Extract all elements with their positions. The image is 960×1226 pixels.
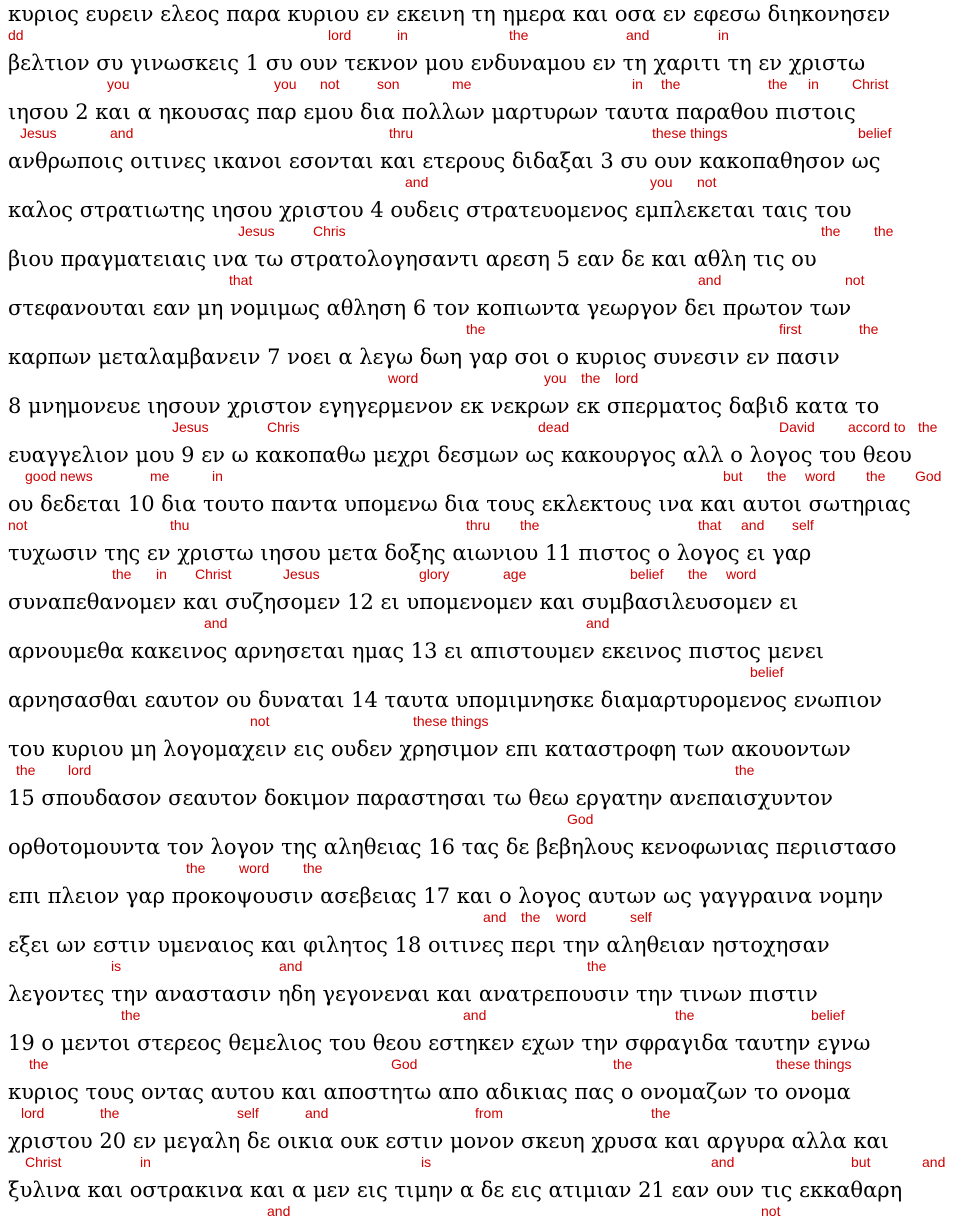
gloss-belief: belief — [630, 566, 664, 582]
gloss-not: not — [250, 713, 270, 729]
gloss-word: word — [805, 468, 836, 484]
gloss-david: David — [779, 419, 815, 435]
text-line-21 — [0, 981, 960, 1030]
greek-text: κυριος ευρειν ελεος παρα κυριου εν εκεινη τη ημερα και οσα εν εφεσω διηκονησεν — [8, 2, 891, 26]
gloss-and: and — [626, 27, 650, 43]
gloss-god: God — [567, 811, 594, 827]
gloss-the: the — [735, 762, 755, 778]
gloss-the: the — [874, 223, 894, 239]
greek-text: ανθρωποις οιτινες ικανοι εσονται και ετερους διδαξαι 3 συ ουν κακοπαθησον ως — [8, 149, 881, 173]
gloss-not: not — [761, 1203, 781, 1219]
text-line-8 — [0, 344, 960, 393]
greek-text: 8 μνημονευε ιησουν χριστον εγηγερμενον εκ νεκρων εκ σπερματος δαβιδ κατα το — [8, 394, 880, 418]
greek-text: ξυλινα και οστρακινα και α μεν εις τιμην α δε εις ατιμιαν 21 εαν ουν τις εκκαθαρη — [8, 1178, 903, 1202]
gloss-chris: Chris — [267, 419, 300, 435]
gloss-self: self — [792, 517, 814, 533]
gloss-the: the — [688, 566, 708, 582]
gloss-you: you — [544, 370, 567, 386]
text-line-11 — [0, 491, 960, 540]
gloss-the: the — [661, 76, 681, 92]
greek-text: λεγοντες την αναστασιν ηδη γεγονεναι και ανατρεπουσιν την τινων πιστιν — [8, 982, 818, 1006]
greek-text: καρπων μεταλαμβανειν 7 νοει α λεγω δωη γαρ σοι ο κυριος συνεσιν εν πασιν — [8, 345, 840, 369]
gloss-the: the — [767, 468, 787, 484]
gloss-in: in — [397, 27, 408, 43]
gloss-in: in — [212, 468, 223, 484]
gloss-but: but — [723, 468, 743, 484]
gloss-not: not — [697, 174, 717, 190]
text-line-4 — [0, 148, 960, 197]
gloss-christ: Christ — [25, 1154, 62, 1170]
gloss-is: is — [111, 958, 122, 974]
text-line-16 — [0, 736, 960, 785]
greek-text: ορθοτομουντα τον λογον της αληθειας 16 τας δε βεβηλους κενοφωνιας περιιστασο — [8, 835, 897, 859]
gloss-in: in — [140, 1154, 151, 1170]
gloss-the: the — [866, 468, 886, 484]
text-line-25 — [0, 1177, 960, 1226]
greek-text: τυχωσιν της εν χριστω ιησου μετα δοξης αιωνιου 11 πιστος ο λογος ει γαρ — [8, 541, 812, 565]
greek-text: βιου πραγματειαις ινα τω στρατολογησαντι αρεση 5 εαν δε και αθλη τις ου — [8, 247, 817, 271]
gloss-jesus: Jesus — [283, 566, 320, 582]
gloss-in: in — [156, 566, 167, 582]
gloss-lord: lord — [615, 370, 639, 386]
greek-text: βελτιον συ γινωσκεις 1 συ ουν τεκνον μου ενδυναμου εν τη χαριτι τη εν χριστω — [8, 51, 866, 75]
gloss-in: in — [718, 27, 729, 43]
gloss-christ: Christ — [195, 566, 232, 582]
gloss-chris: Chris — [313, 223, 346, 239]
gloss-me: me — [452, 76, 472, 92]
gloss-and: and — [698, 272, 722, 288]
text-line-20 — [0, 932, 960, 981]
gloss-the: the — [16, 762, 36, 778]
greek-text: χριστου 20 εν μεγαλη δε οικια ουκ εστιν μονον σκευη χρυσα και αργυρα αλλα και — [8, 1129, 889, 1153]
gloss-not: not — [845, 272, 865, 288]
gloss-from: from — [475, 1105, 503, 1121]
gloss-the: the — [587, 958, 607, 974]
gloss-lord: lord — [328, 27, 352, 43]
gloss-glory: glory — [419, 566, 450, 582]
gloss-and: and — [305, 1105, 329, 1121]
greek-text: ου δεδεται 10 δια τουτο παντα υπομενω δια τους εκλεκτους ινα και αυτοι σωτηριας — [8, 492, 911, 516]
gloss-the: the — [509, 27, 529, 43]
gloss-the: the — [821, 223, 841, 239]
gloss-self: self — [237, 1105, 259, 1121]
gloss-accord-to: accord to — [848, 419, 906, 435]
gloss-not: not — [8, 517, 28, 533]
gloss-age: age — [503, 566, 527, 582]
gloss-you: you — [107, 76, 130, 92]
text-line-19 — [0, 883, 960, 932]
gloss-and: and — [279, 958, 303, 974]
text-line-17 — [0, 785, 960, 834]
gloss-the: the — [613, 1056, 633, 1072]
gloss-and: and — [405, 174, 429, 190]
greek-text: ευαγγελιον μου 9 εν ω κακοπαθω μεχρι δεσμων ως κακουργος αλλ ο λογος του θεου — [8, 443, 912, 467]
greek-text: ιησου 2 και α ηκουσας παρ εμου δια πολλων μαρτυρων ταυτα παραθου πιστοις — [8, 100, 856, 124]
greek-text: 19 ο μεντοι στερεος θεμελιος του θεου εστηκεν εχων την σφραγιδα ταυτην εγνω — [8, 1031, 871, 1055]
gloss-you: you — [274, 76, 297, 92]
gloss-dead: dead — [538, 419, 570, 435]
text-line-9 — [0, 393, 960, 442]
gloss-belief: belief — [811, 1007, 845, 1023]
gloss-god: God — [391, 1056, 418, 1072]
greek-text: στεφανουται εαν μη νομιμως αθληση 6 τον κοπιωντα γεωργον δει πρωτον των — [8, 296, 852, 320]
gloss-and: and — [204, 615, 228, 631]
text-line-14 — [0, 638, 960, 687]
text-line-15 — [0, 687, 960, 736]
text-line-6 — [0, 246, 960, 295]
gloss-god: God — [915, 468, 942, 484]
gloss-lord: lord — [68, 762, 92, 778]
gloss-word: word — [239, 860, 270, 876]
text-line-13 — [0, 589, 960, 638]
gloss-the: the — [768, 76, 788, 92]
gloss-the: the — [29, 1056, 49, 1072]
gloss-not: not — [320, 76, 340, 92]
gloss-in: in — [632, 76, 643, 92]
gloss-thru: thru — [389, 125, 414, 141]
gloss-the: the — [859, 321, 879, 337]
gloss-and: and — [741, 517, 765, 533]
gloss-and: and — [110, 125, 134, 141]
gloss-and: and — [463, 1007, 487, 1023]
gloss-the: the — [651, 1105, 671, 1121]
gloss-the: the — [186, 860, 206, 876]
text-line-2 — [0, 50, 960, 99]
gloss-thru: thru — [466, 517, 491, 533]
greek-text: κυριος τους οντας αυτου και αποστητω απο αδικιας πας ο ονομαζων το ονομα — [8, 1080, 851, 1104]
gloss-in: in — [808, 76, 819, 92]
gloss-and: and — [586, 615, 610, 631]
gloss-and: and — [483, 909, 507, 925]
greek-text: επι πλειον γαρ προκοψουσιν ασεβειας 17 και ο λογος αυτων ως γαγγραινα νομην — [8, 884, 884, 908]
gloss-the: the — [100, 1105, 120, 1121]
gloss-but: but — [851, 1154, 871, 1170]
gloss-and: and — [711, 1154, 735, 1170]
gloss-the: the — [581, 370, 601, 386]
text-line-18 — [0, 834, 960, 883]
gloss-belief: belief — [750, 664, 784, 680]
gloss-jesus: Jesus — [20, 125, 57, 141]
gloss-good-news: good news — [25, 468, 93, 484]
gloss-belief: belief — [858, 125, 892, 141]
gloss-the: the — [918, 419, 938, 435]
greek-text: καλος στρατιωτης ιησου χριστου 4 ουδεις στρατευομενος εμπλεκεται ταις του — [8, 198, 852, 222]
gloss-jesus: Jesus — [238, 223, 275, 239]
gloss-lord: lord — [21, 1105, 45, 1121]
greek-text: εξει ων εστιν υμεναιος και φιλητος 18 οιτινες περι την αληθειαν ηστοχησαν — [8, 933, 830, 957]
greek-text: 15 σπουδασον σεαυτον δοκιμον παραστησαι τω θεω εργατην ανεπαισχυντον — [8, 786, 833, 810]
gloss-these-things: these things — [652, 125, 728, 141]
gloss-first: first — [779, 321, 802, 337]
gloss-the: the — [303, 860, 323, 876]
gloss-self: self — [630, 909, 652, 925]
text-line-22 — [0, 1030, 960, 1079]
gloss-and: and — [267, 1203, 291, 1219]
text-line-3 — [0, 99, 960, 148]
gloss-the: the — [112, 566, 132, 582]
text-line-7 — [0, 295, 960, 344]
text-line-12 — [0, 540, 960, 589]
text-line-10 — [0, 442, 960, 491]
gloss-the: the — [675, 1007, 695, 1023]
text-line-5 — [0, 197, 960, 246]
gloss-the: the — [521, 909, 541, 925]
gloss-these-things: these things — [413, 713, 489, 729]
gloss-you: you — [650, 174, 673, 190]
greek-text: αρνησασθαι εαυτον ου δυναται 14 ταυτα υπομιμνησκε διαμαρτυρομενος ενωπιον — [8, 688, 882, 712]
gloss-thu: thu — [170, 517, 190, 533]
gloss-and: and — [922, 1154, 946, 1170]
greek-text: αρνουμεθα κακεινος αρνησεται ημας 13 ει απιστουμεν εκεινος πιστος μενει — [8, 639, 824, 663]
gloss-jesus: Jesus — [172, 419, 209, 435]
text-line-24 — [0, 1128, 960, 1177]
gloss-christ: Christ — [852, 76, 889, 92]
greek-text: συναπεθανομεν και συζησομεν 12 ει υπομενομεν και συμβασιλευσομεν ει — [8, 590, 799, 614]
gloss-the: the — [466, 321, 486, 337]
text-line-1 — [0, 1, 960, 50]
gloss-son: son — [377, 76, 400, 92]
gloss-word: word — [726, 566, 757, 582]
gloss-is: is — [421, 1154, 432, 1170]
gloss-dd: dd — [8, 27, 24, 43]
gloss-these-things: these things — [776, 1056, 852, 1072]
gloss-that: that — [229, 272, 253, 288]
text-line-23 — [0, 1079, 960, 1128]
greek-text: του κυριου μη λογομαχειν εις ουδεν χρησιμον επι καταστροφη των ακουοντων — [8, 737, 851, 761]
gloss-word: word — [556, 909, 587, 925]
gloss-the: the — [520, 517, 540, 533]
gloss-word: word — [388, 370, 419, 386]
gloss-the: the — [121, 1007, 141, 1023]
gloss-that: that — [698, 517, 722, 533]
gloss-me: me — [150, 468, 170, 484]
